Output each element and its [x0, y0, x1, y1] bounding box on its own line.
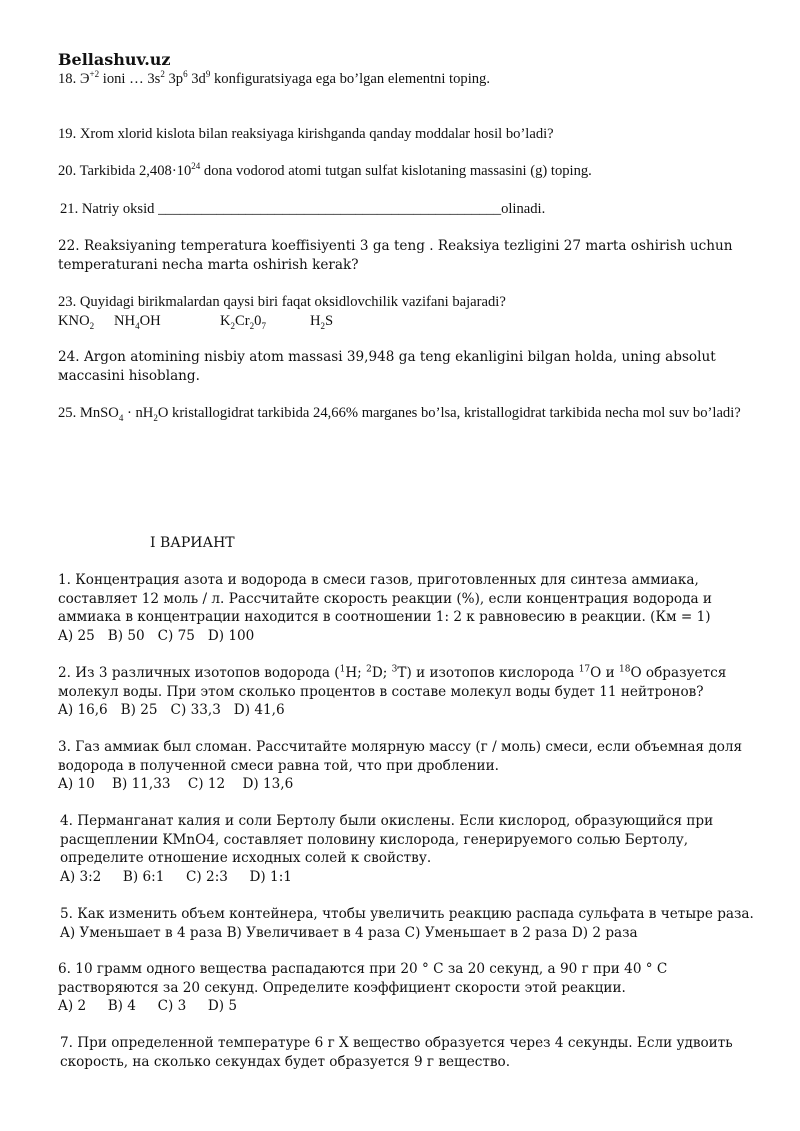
formula-k2cr2o7: $K_2Cr_20_7$ — [220, 313, 266, 331]
question-23: 23. Quyidagi birikmalardan qaysi biri faqat oksidlovchilik vazifani bajaradi? $KNO_2$ $NH_4OH$ $K_2Cr_20_7$ $H_2S$ — [58, 293, 758, 331]
ru-question-1: 1. Концентрация азота и водорода в смеси газов, приготовленных для синтеза аммиака, составляет 12 моль / л. Рассчитайте скорость реакции (%), если концентрация водорода и аммиака в концентрации находится в соотношении 1: 2 к равновесию в реакции. (Км = 1) A) 25 B) 50 C) 75 D) 100 — [58, 571, 758, 645]
answer-blank: _______________________________________________ — [158, 201, 502, 217]
formula-kno2: $KNO_2$ — [58, 313, 95, 331]
ru-question-3: 3. Газ аммиак был сломан. Рассчитайте молярную массу (г / моль) смеси, если объемная доля водорода в полученной смеси равна той, что при дроблении. A) 10 B) 11,33 C) 12 D) 13,6 — [58, 738, 758, 794]
question-24: 24. Argon atomining nisbiy atom massasi 39,948 ga teng ekanligini bilgan holda, uning absolut массasini hisoblang. — [58, 349, 716, 384]
site-brand: Bellashuv.uz — [58, 50, 171, 69]
question-22: 22. Reaksiyaning temperatura koeffisiyenti 3 ga teng . Reaksiya tezligini 27 marta oshirish uchun temperaturani necha marta oshirish kerak? — [58, 238, 733, 273]
formula-h2s: $H_2S$ — [310, 313, 334, 331]
ru-question-5: 5. Как изменить объем контейнера, чтобы увеличить реакцию распада сульфата в четыре раза. A) Уменьшает в 4 раза B) Увеличивает в 4 раза C) Уменьшает в 2 раза D) 2 раза — [60, 905, 760, 942]
question-20: 20. Tarkibida $2,408\cdot 10^{24}$ dona vodorod atomi tutgan sulfat kislotaning massasini (g) toping. — [58, 161, 592, 179]
ru-question-2: 2. Из 3 различных изотопов водорода ($^1$H; $^2$D; $^3$T) и изотопов кислорода $^{17}$O и $^{18}$O образуется молекул воды. При этом сколько процентов в составе молекул воды будет 11 нейтронов? A) 16,6 B) 25 C) 33,3 D) 41,6 — [58, 664, 758, 720]
question-18: 18. $Э^{+2}$ ioni … $3s^2$ $3p^6$ $3d^9$ konfiguratsiyaga ega bo’lgan elementni toping. — [58, 69, 490, 87]
answer-options: A) Уменьшает в 4 раза B) Увеличивает в 4 раза C) Уменьшает в 2 раза D) 2 раза — [60, 924, 638, 941]
answer-options: A) 3:2 B) 6:1 C) 2:3 D) 1:1 — [60, 868, 292, 885]
variant-title: I ВАРИАНТ — [150, 535, 235, 551]
answer-options: A) 25 B) 50 C) 75 D) 100 — [58, 627, 255, 644]
ru-question-6: 6. 10 грамм одного вещества распадаются при 20 ° С за 20 секунд, а 90 г при 40 ° С растворяются за 20 секунд. Определите коэффициент скорости этой реакции. A) 2 B) 4 C) 3 D) 5 — [58, 960, 758, 1016]
ru-question-4: 4. Перманганат калия и соли Бертолу были окислены. Если кислород, образующийся при расщеплении KMnO4, составляет половину кислорода, генерируемого солью Бертолу, определите отношение исходных солей к свойству. A) 3:2 B) 6:1 C) 2:3 D) 1:1 — [60, 812, 760, 886]
answer-options: A) 10 B) 11,33 C) 12 D) 13,6 — [58, 776, 294, 793]
question-21: 21. Natriy oksid _______________________________________________olinadi. — [60, 201, 546, 217]
question-23-options — [58, 312, 758, 331]
question-19: 19. Xrom xlorid kislota bilan reaksiyaga kirishganda qanday moddalar hosil bo’ladi? — [58, 126, 554, 142]
answer-options: A) 2 B) 4 C) 3 D) 5 — [58, 998, 238, 1015]
question-25: 25. MnSO$_4$ · $nH_2O$ kristallogidrat tarkibida 24,66% marganes bo’lsa, kristallogidrat tarkibida necha mol suv bo’ladi? — [58, 405, 741, 423]
formula-nh4oh: $NH_4OH$ — [114, 313, 161, 331]
answer-options: A) 16,6 B) 25 C) 33,3 D) 41,6 — [58, 702, 285, 719]
ru-question-7: 7. При определенной температуре 6 г X вещество образуется через 4 секунды. Если удвоить скорость, на сколько секундах будет образуется 9 г вещество. — [60, 1035, 733, 1070]
